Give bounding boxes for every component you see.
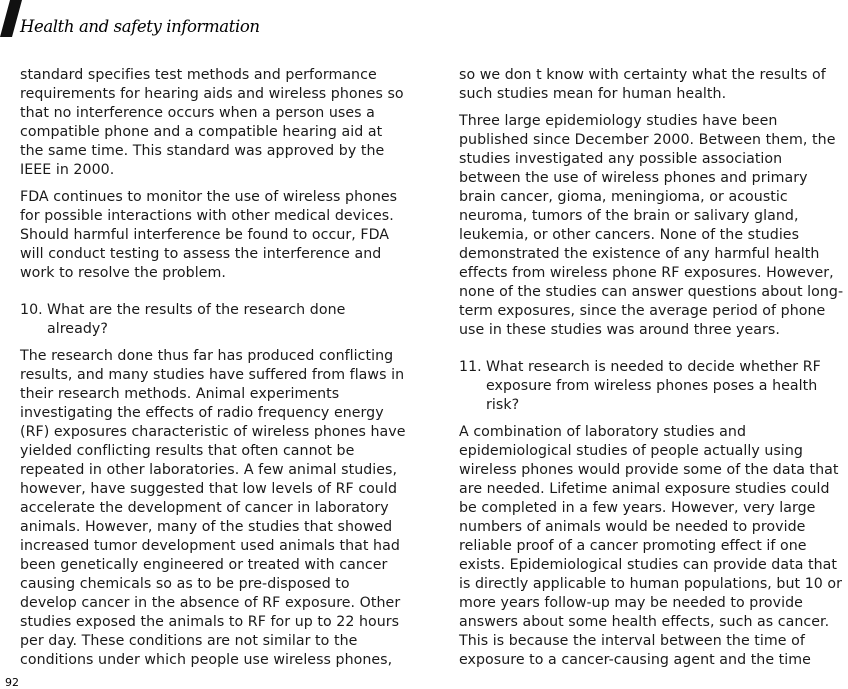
question-text: What are the results of the research done already? — [47, 302, 346, 337]
question-10 — [20, 301, 410, 339]
paragraph-epidemiology-studies: Three large epidemiology studies have been published since December 2000. Between them, the studies investigated any possible association between the use of wireless phones and primary brain cancer, gioma, meningioma, or acoustic neuroma, tumors of the brain or salivary gland, leukemia, or other cancers. None of the studies demonstrated the existence of any harmful health effects from wireless phone RF exposures. However, none of the studies can answer questions about long-term exposures, since the average period of phone use in these studies was around three years. — [459, 113, 844, 338]
question-11 — [459, 358, 848, 415]
header-accent-bar — [0, 0, 22, 37]
right-column — [459, 66, 848, 678]
page-number: 92 — [5, 676, 19, 689]
question-number: 10. — [20, 302, 43, 318]
paragraph-hearing-aid-standard: standard specifies test methods and performance requirements for hearing aids and wireless phones so that no interference occurs when a person uses a compatible phone and a compatible hearing aid at the same time. This standard was approved by the IEEE in 2000. — [20, 67, 404, 178]
paragraph-fda-monitoring: FDA continues to monitor the use of wireless phones for possible interactions with other medical devices. Should harmful interference be found to occur, FDA will conduct testing to assess the interference and work to resolve the problem. — [20, 189, 398, 281]
running-header-title: Health and safety information — [20, 17, 260, 36]
paragraph-continuation: so we don t know with certainty what the results of such studies mean for human health. — [459, 67, 826, 102]
question-number: 11. — [459, 359, 482, 375]
left-column — [20, 66, 410, 678]
paragraph-research-needed: A combination of laboratory studies and epidemiological studies of people actually using wireless phones would provide some of the data that are needed. Lifetime animal exposure studies could be completed in a few years. However, very large numbers of animals would be needed to provide reliable proof of a cancer promoting effect if one exists. Epidemiological studies can provide data that is directly applicable to human populations, but 10 or more years follow-up may be needed to provide answers about some health effects, such as cancer. This is because the interval between the time of exposure to a cancer-causing agent and the time — [459, 424, 843, 668]
paragraph-research-results: The research done thus far has produced conflicting results, and many studies have suffered from flaws in their research methods. Animal experiments investigating the effects of radio frequency energy (RF) exposures characteristic of wireless phones have yielded conflicting results that often cannot be repeated in other laboratories. A few animal studies, however, have suggested that low levels of RF could accelerate the development of cancer in laboratory animals. However, many of the studies that showed increased tumor development used animals that had been genetically engineered or treated with cancer causing chemicals so as to be pre-disposed to develop cancer in the absence of RF exposure. Other studies exposed the animals to RF for up to 22 hours per day. These conditions are not similar to the conditions under which people use wireless phones, — [20, 348, 406, 668]
question-text: What research is needed to decide whether RF exposure from wireless phones poses a health risk? — [486, 359, 821, 413]
